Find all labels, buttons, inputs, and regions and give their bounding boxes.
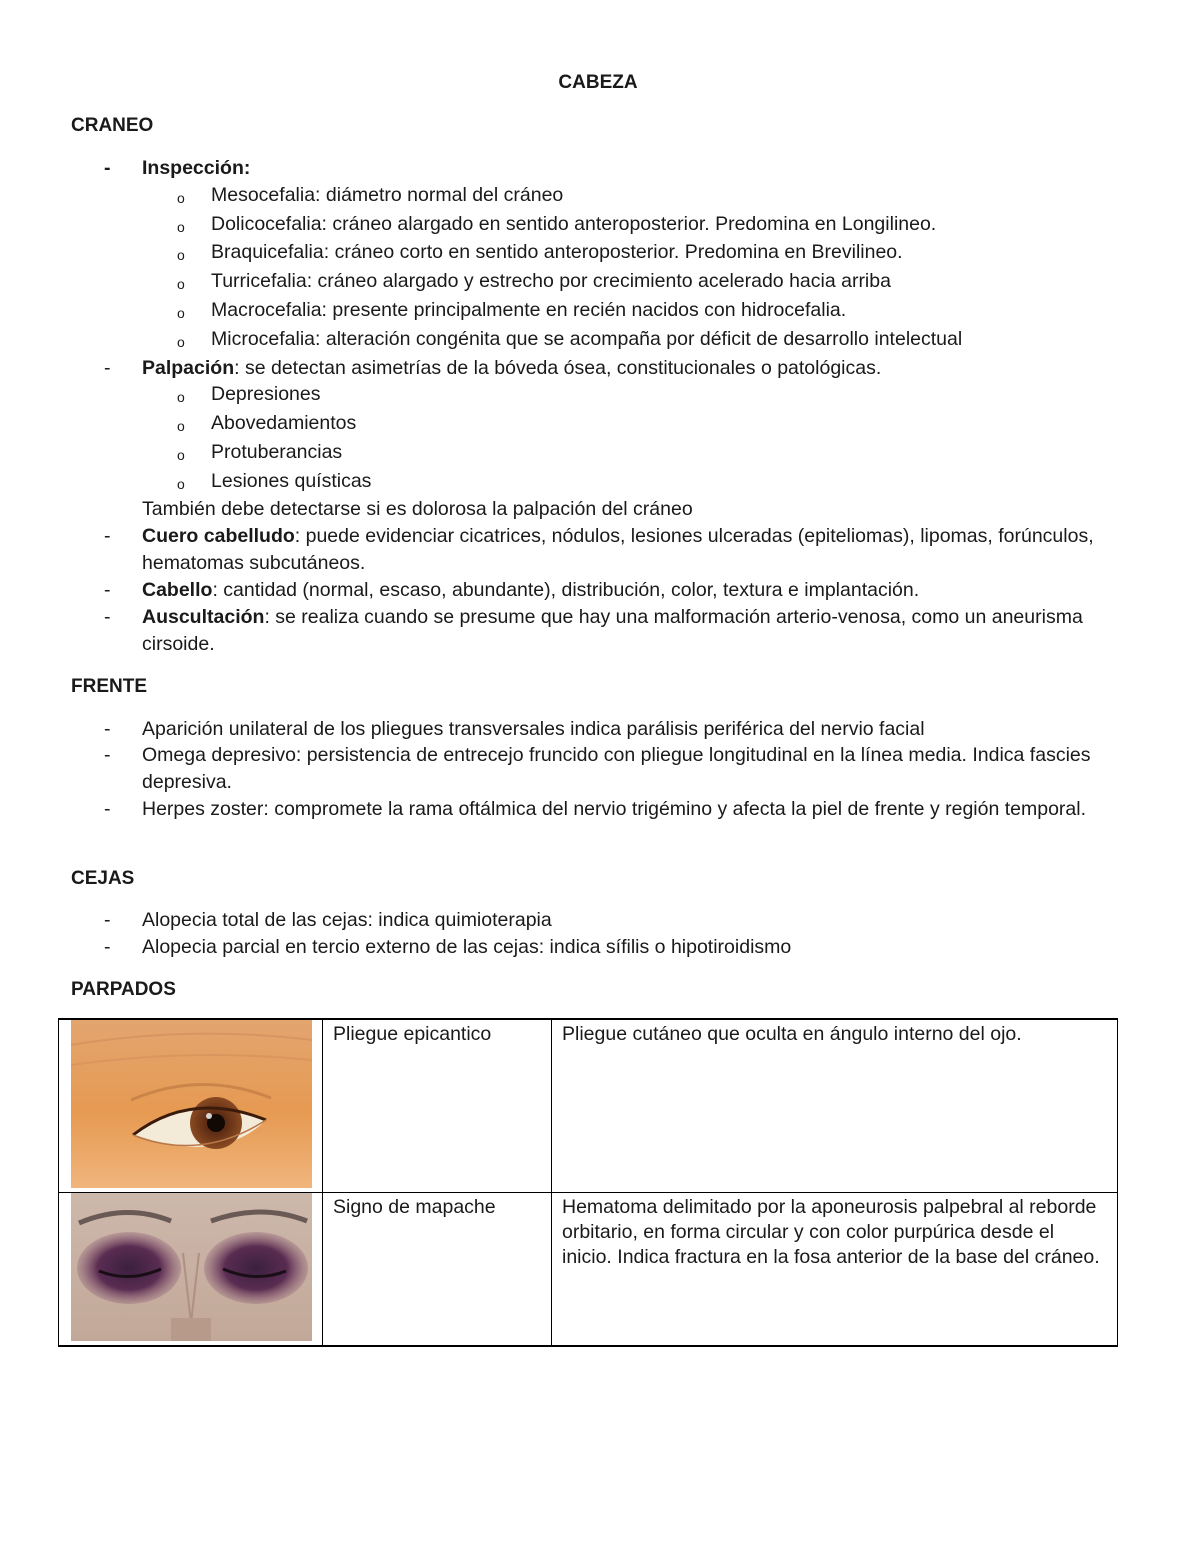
list-dash: - [104,357,111,379]
list-dash: - [104,579,111,601]
list-item [0,381,1200,408]
list-dash: - [104,798,111,820]
sub-item-text: Dolicocefalia: cráneo alargado en sentido anteroposterior. Predomina en Longilineo. [211,213,937,235]
table-row [59,1193,1118,1347]
frente-item: Aparición unilateral de los pliegues transversales indica parálisis periférica del nervio facial [142,718,925,740]
list-item [0,410,1200,437]
inspeccion-label: Inspección: [142,157,251,179]
cuero-cabelludo-line: Cuero cabelludo: puede evidenciar cicatrices, nódulos, lesiones ulceradas (epiteliomas), lipomas, forúnculos, hematomas subcutáneos. [142,525,1094,574]
list-dash: - [104,157,111,179]
document-title: CABEZA [558,72,638,93]
list-dash: - [104,909,111,931]
bullet-marker: o [177,389,185,405]
parpados-table [58,1018,1118,1347]
list-dash: - [104,525,111,547]
list-dash: - [104,606,111,628]
sub-item-text: Mesocefalia: diámetro normal del cráneo [211,184,564,206]
sub-item-text: Protuberancias [211,441,343,463]
bullet-marker: o [177,276,185,292]
sub-item-text: Macrocefalia: presente principalmente en recién nacidos con hidrocefalia. [211,299,847,321]
raccoon-eyes-photo [71,1193,312,1341]
sub-item-text: Depresiones [211,383,321,405]
image-cell [59,1019,323,1193]
bullet-marker: o [177,447,185,463]
row-name-cell: Signo de mapache [323,1193,552,1347]
section-heading-craneo: CRANEO [71,115,154,136]
list-item [0,239,1200,266]
auscultacion-line: Auscultación: se realiza cuando se presume que hay una malformación arterio-venosa, como un aneurisma cirsoide. [142,606,1083,655]
list-dash: - [104,936,111,958]
section-heading-parpados: PARPADOS [71,979,176,1000]
palpacion-note: También debe detectarse si es dolorosa la palpación del cráneo [142,498,693,520]
bullet-marker: o [177,190,185,206]
list-item [0,439,1200,466]
list-item [0,268,1200,295]
cejas-item: Alopecia total de las cejas: indica quimioterapia [142,909,552,931]
list-dash: - [104,718,111,740]
epicanthic-eye-photo [71,1020,312,1188]
table-row [59,1019,1118,1193]
cejas-item: Alopecia parcial en tercio externo de las cejas: indica sífilis o hipotiroidismo [142,936,792,958]
section-heading-frente: FRENTE [71,676,147,697]
list-item [0,182,1200,209]
row-description-cell: Pliegue cutáneo que oculta en ángulo interno del ojo. [552,1019,1118,1193]
image-cell [59,1193,323,1347]
frente-item: Herpes zoster: compromete la rama oftálmica del nervio trigémino y afecta la piel de frente y región temporal. [142,798,1087,820]
bullet-marker: o [177,418,185,434]
row-description-cell: Hematoma delimitado por la aponeurosis palpebral al reborde orbitario, en forma circular y con color purpúrica desde el inicio. Indica fractura en la fosa anterior de la base del cráneo. [552,1193,1118,1347]
list-dash: - [104,744,111,766]
palpacion-line: Palpación: se detectan asimetrías de la bóveda ósea, constitucionales o patológicas. [142,357,882,379]
list-item [0,468,1200,495]
row-name-cell: Pliegue epicantico [323,1019,552,1193]
sub-item-text: Lesiones quísticas [211,470,372,492]
sub-item-text: Microcefalia: alteración congénita que se acompaña por déficit de desarrollo intelectual [211,328,963,350]
bullet-marker: o [177,305,185,321]
bullet-marker: o [177,219,185,235]
bullet-marker: o [177,334,185,350]
list-item [0,297,1200,324]
bullet-marker: o [177,476,185,492]
sub-item-text: Abovedamientos [211,412,357,434]
section-heading-cejas: CEJAS [71,868,135,889]
bullet-marker: o [177,247,185,263]
list-item [0,211,1200,238]
sub-item-text: Braquicefalia: cráneo corto en sentido anteroposterior. Predomina en Brevilineo. [211,241,903,263]
sub-item-text: Turricefalia: cráneo alargado y estrecho por crecimiento acelerado hacia arriba [211,270,891,292]
cabello-line: Cabello: cantidad (normal, escaso, abundante), distribución, color, textura e implantación. [142,579,920,601]
frente-item: Omega depresivo: persistencia de entrecejo fruncido con pliegue longitudinal en la línea media. Indica fascies depresiva. [142,744,1091,793]
list-item [0,326,1200,353]
